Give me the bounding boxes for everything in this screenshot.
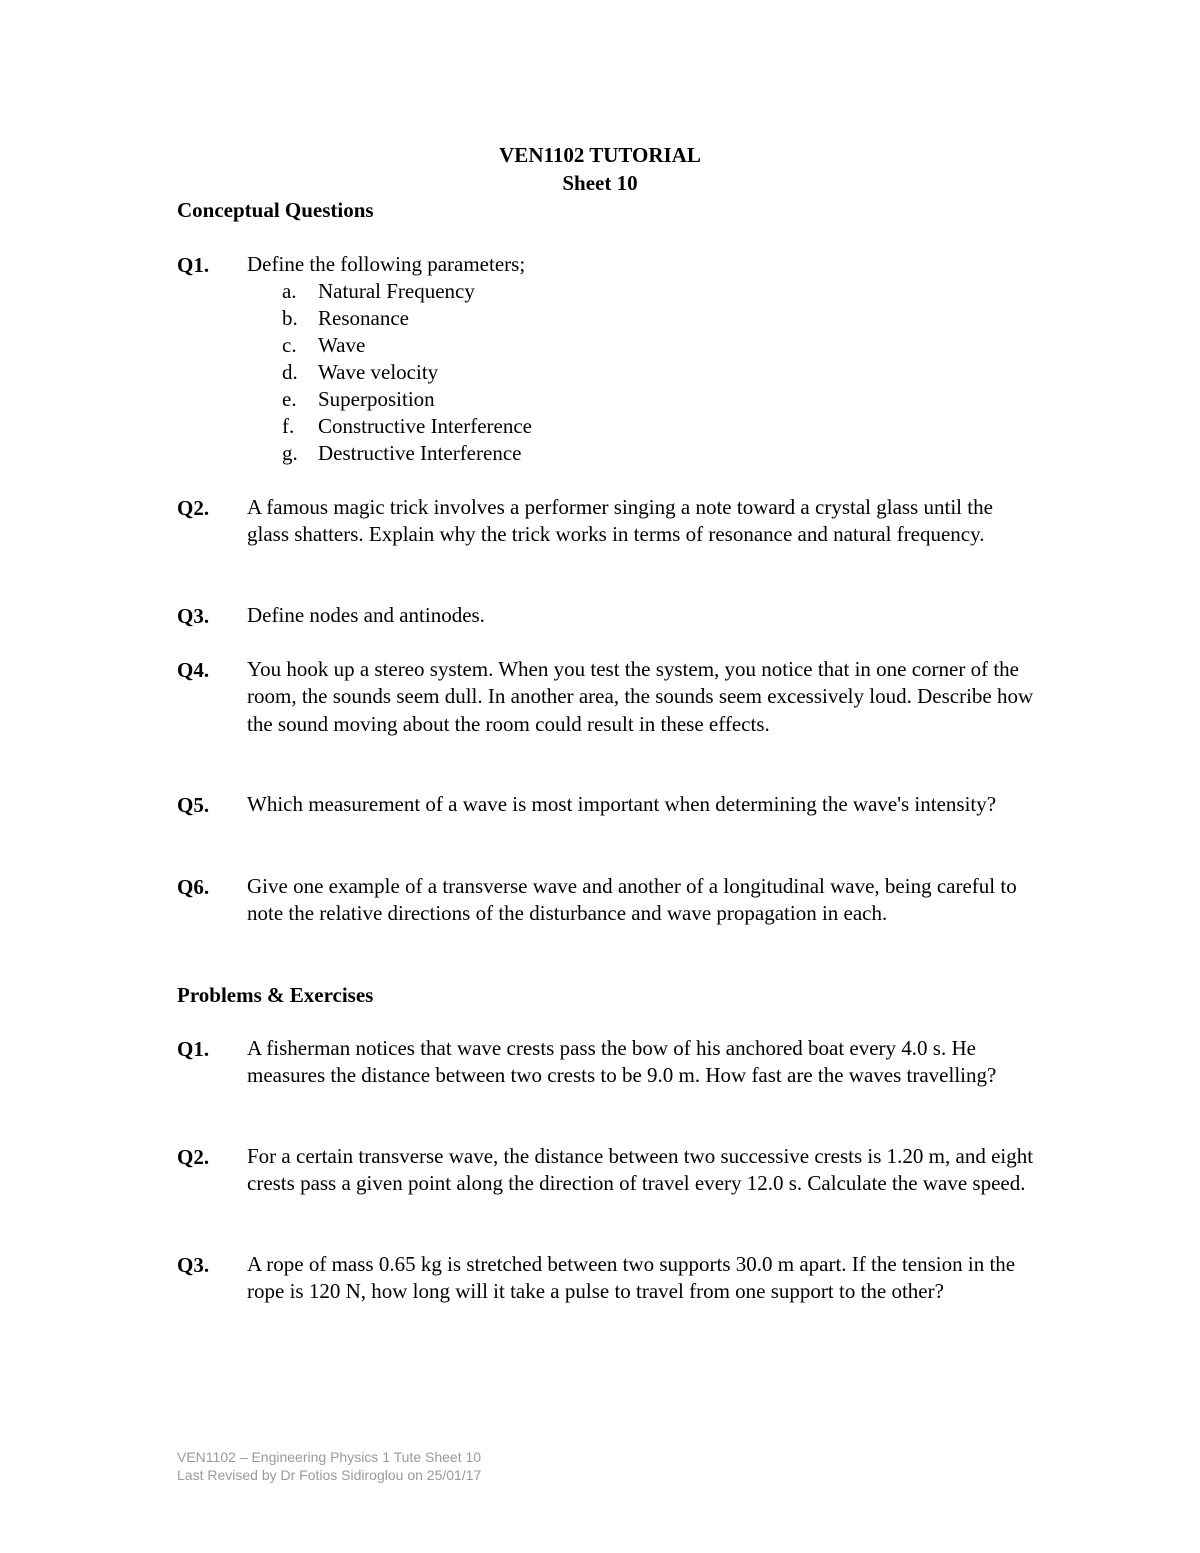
list-item-letter: b. — [282, 306, 298, 330]
list-item-letter: g. — [282, 441, 298, 465]
page-subtitle: Sheet 10 — [562, 171, 638, 195]
footer-revision-line: Last Revised by Dr Fotios Sidiroglou on 25/01/17 — [177, 1467, 482, 1483]
conceptual-q1-label: Q1. — [177, 253, 210, 277]
list-item-text: Wave velocity — [318, 360, 439, 384]
conceptual-q4-label: Q4. — [177, 658, 210, 682]
conceptual-q1-text: Define the following parameters; — [247, 252, 526, 276]
list-item-text: Natural Frequency — [318, 279, 475, 303]
problems-q2-text: For a certain transverse wave, the distance between two successive crests is 1.20 m, and eight crests pass a given point along the direction of travel every 12.0 s. Calculate the wave speed. — [247, 1144, 1034, 1196]
conceptual-q5-text: Which measurement of a wave is most important when determining the wave's intensity? — [247, 792, 997, 816]
list-item-text: Wave — [318, 333, 366, 357]
list-item-letter: a. — [282, 279, 297, 303]
conceptual-q5-label: Q5. — [177, 793, 210, 817]
section-heading-problems: Problems & Exercises — [177, 983, 374, 1007]
list-item-letter: c. — [282, 333, 297, 357]
conceptual-q6-label: Q6. — [177, 875, 210, 899]
list-item-letter: e. — [282, 387, 297, 411]
list-item-letter: d. — [282, 360, 298, 384]
list-item-letter: f. — [282, 414, 295, 438]
problems-q1-text: A fisherman notices that wave crests pass the bow of his anchored boat every 4.0 s. He measures the distance between two crests to be 9.0 m. How fast are the waves travelling? — [247, 1036, 997, 1088]
page-title: VEN1102 TUTORIAL — [499, 143, 701, 167]
list-item-text: Superposition — [318, 387, 435, 411]
problems-q2-label: Q2. — [177, 1145, 210, 1169]
list-item-text: Constructive Interference — [318, 414, 532, 438]
list-item-text: Resonance — [318, 306, 409, 330]
conceptual-q6-text: Give one example of a transverse wave and another of a longitudinal wave, being careful to note the relative directions of the disturbance and wave propagation in each. — [247, 874, 1017, 926]
conceptual-q4-text: You hook up a stereo system. When you test the system, you notice that in one corner of the room, the sounds seem dull. In another area, the sounds seem excessively loud. Describe how the sound moving about the room could result in these effects. — [247, 657, 1034, 736]
list-item-text: Destructive Interference — [318, 441, 522, 465]
conceptual-q3-text: Define nodes and antinodes. — [247, 603, 485, 627]
conceptual-q3-label: Q3. — [177, 604, 210, 628]
problems-q3-label: Q3. — [177, 1253, 210, 1277]
problems-q1-label: Q1. — [177, 1037, 210, 1061]
conceptual-q2-text: A famous magic trick involves a performer singing a note toward a crystal glass until the glass shatters. Explain why the trick works in terms of resonance and natural frequency. — [247, 495, 993, 547]
section-heading-conceptual: Conceptual Questions — [177, 198, 374, 222]
footer-course-line: VEN1102 – Engineering Physics 1 Tute Sheet 10 — [177, 1449, 482, 1465]
conceptual-q2-label: Q2. — [177, 496, 210, 520]
problems-q3-text: A rope of mass 0.65 kg is stretched between two supports 30.0 m apart. If the tension in the rope is 120 N, how long will it take a pulse to travel from one support to the other? — [247, 1252, 1016, 1304]
